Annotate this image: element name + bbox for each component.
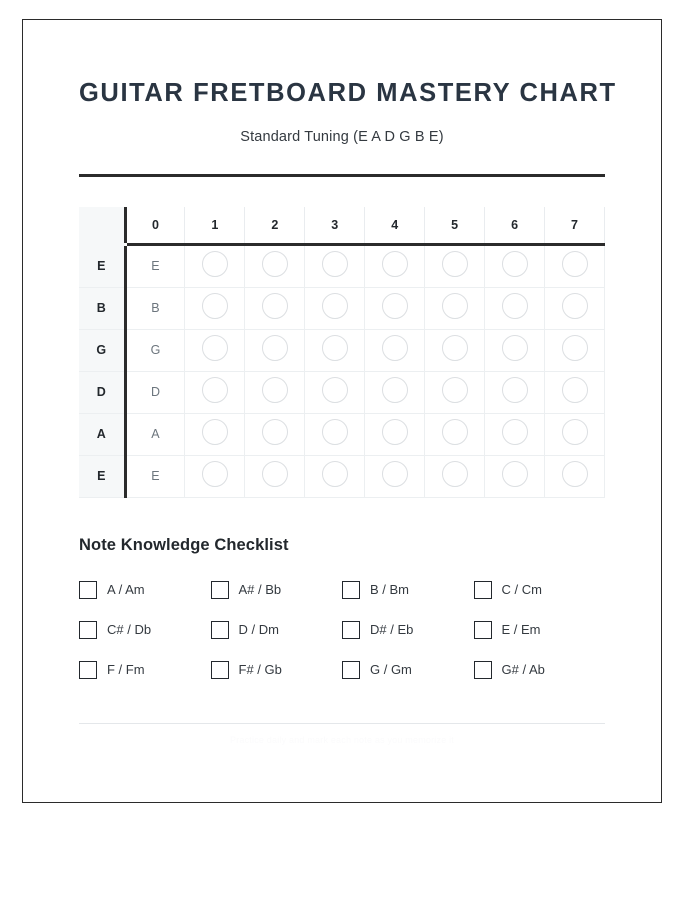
- checklist-item-label: A# / Bb: [238, 582, 282, 598]
- open-note-4: D: [125, 371, 185, 413]
- string-row: [79, 244, 605, 287]
- note-cell[interactable]: [365, 413, 425, 455]
- note-cell[interactable]: [485, 413, 545, 455]
- checklist-item[interactable]: [211, 621, 343, 639]
- checklist-item[interactable]: [211, 581, 343, 599]
- note-circle-icon[interactable]: [382, 335, 408, 361]
- fret-number-row: [79, 207, 605, 245]
- note-circle-icon[interactable]: [502, 335, 528, 361]
- checklist-item-label: C# / Db: [107, 622, 152, 638]
- checklist-grid: [79, 581, 605, 679]
- checklist-item[interactable]: [211, 661, 343, 679]
- string-label-5: A: [79, 413, 125, 455]
- note-cell[interactable]: [365, 371, 425, 413]
- note-circle-icon[interactable]: [322, 251, 348, 277]
- fretboard-header: [79, 207, 605, 245]
- checkbox-icon[interactable]: [474, 621, 492, 639]
- note-cell[interactable]: [485, 287, 545, 329]
- note-circle-icon[interactable]: [442, 419, 468, 445]
- note-circle-icon[interactable]: [562, 377, 588, 403]
- note-cell[interactable]: [185, 455, 245, 497]
- fret-number-7: 7: [545, 207, 605, 245]
- note-cell[interactable]: [365, 287, 425, 329]
- note-circle-icon[interactable]: [202, 251, 228, 277]
- fretboard-body: [79, 244, 605, 497]
- note-circle-icon[interactable]: [562, 335, 588, 361]
- fret-number-0: 0: [125, 207, 185, 245]
- note-circle-icon[interactable]: [262, 419, 288, 445]
- note-cell[interactable]: [425, 287, 485, 329]
- note-circle-icon[interactable]: [262, 293, 288, 319]
- checklist-item-label: G / Gm: [370, 662, 412, 678]
- checkbox-icon[interactable]: [474, 661, 492, 679]
- note-cell[interactable]: [485, 455, 545, 497]
- note-circle-icon[interactable]: [502, 251, 528, 277]
- note-cell[interactable]: [485, 329, 545, 371]
- checkbox-icon[interactable]: [211, 621, 229, 639]
- checklist-item[interactable]: [474, 661, 606, 679]
- note-cell[interactable]: [425, 455, 485, 497]
- checkbox-icon[interactable]: [342, 581, 360, 599]
- page-title: GUITAR FRETBOARD MASTERY CHART: [79, 79, 617, 107]
- checklist-item[interactable]: [79, 621, 211, 639]
- note-cell[interactable]: [245, 244, 305, 287]
- note-cell[interactable]: [545, 413, 605, 455]
- checkbox-icon[interactable]: [79, 581, 97, 599]
- page-sheet: [22, 19, 662, 803]
- note-circle-icon[interactable]: [502, 461, 528, 487]
- checklist-item-label: D# / Eb: [370, 622, 414, 638]
- string-row: [79, 287, 605, 329]
- note-circle-icon[interactable]: [322, 293, 348, 319]
- note-circle-icon[interactable]: [382, 251, 408, 277]
- note-circle-icon[interactable]: [202, 461, 228, 487]
- note-cell[interactable]: [245, 329, 305, 371]
- note-cell[interactable]: [305, 371, 365, 413]
- checklist-item-label: C / Cm: [501, 582, 542, 598]
- note-cell[interactable]: [185, 329, 245, 371]
- checkbox-icon[interactable]: [79, 621, 97, 639]
- note-circle-icon[interactable]: [502, 293, 528, 319]
- checklist-heading: Note Knowledge Checklist: [79, 535, 289, 554]
- fret-number-3: 3: [305, 207, 365, 245]
- note-cell[interactable]: [185, 413, 245, 455]
- checklist-item[interactable]: [342, 621, 474, 639]
- string-label-1: E: [79, 244, 125, 287]
- string-row: [79, 455, 605, 497]
- checkbox-icon[interactable]: [211, 661, 229, 679]
- note-circle-icon[interactable]: [442, 293, 468, 319]
- note-cell[interactable]: [545, 329, 605, 371]
- checkbox-icon[interactable]: [79, 661, 97, 679]
- note-cell[interactable]: [185, 371, 245, 413]
- note-circle-icon[interactable]: [322, 377, 348, 403]
- note-cell[interactable]: [245, 371, 305, 413]
- note-cell[interactable]: [365, 455, 425, 497]
- note-circle-icon[interactable]: [442, 377, 468, 403]
- checklist-item[interactable]: [342, 661, 474, 679]
- checklist-item[interactable]: [79, 661, 211, 679]
- fretboard-table: [79, 207, 605, 498]
- note-cell[interactable]: [185, 244, 245, 287]
- note-circle-icon[interactable]: [442, 461, 468, 487]
- fretboard-section: [79, 207, 605, 498]
- note-cell[interactable]: [545, 455, 605, 497]
- checkbox-icon[interactable]: [474, 581, 492, 599]
- checklist-item[interactable]: [342, 581, 474, 599]
- note-circle-icon[interactable]: [382, 377, 408, 403]
- note-circle-icon[interactable]: [262, 377, 288, 403]
- fret-number-2: 2: [245, 207, 305, 245]
- note-circle-icon[interactable]: [262, 335, 288, 361]
- note-circle-icon[interactable]: [562, 293, 588, 319]
- fret-number-1: 1: [185, 207, 245, 245]
- note-circle-icon[interactable]: [322, 461, 348, 487]
- checklist-item-label: A / Am: [107, 582, 145, 598]
- note-circle-icon[interactable]: [322, 419, 348, 445]
- note-cell[interactable]: [545, 287, 605, 329]
- note-cell[interactable]: [425, 371, 485, 413]
- note-circle-icon[interactable]: [202, 419, 228, 445]
- note-cell[interactable]: [305, 455, 365, 497]
- note-circle-icon[interactable]: [562, 419, 588, 445]
- checklist-item-label: F / Fm: [107, 662, 145, 678]
- note-circle-icon[interactable]: [382, 419, 408, 445]
- note-circle-icon[interactable]: [262, 461, 288, 487]
- note-cell[interactable]: [545, 244, 605, 287]
- note-circle-icon[interactable]: [202, 293, 228, 319]
- string-label-4: D: [79, 371, 125, 413]
- note-cell[interactable]: [185, 287, 245, 329]
- checklist-item-label: D / Dm: [238, 622, 279, 638]
- open-note-2: B: [125, 287, 185, 329]
- note-cell[interactable]: [245, 287, 305, 329]
- note-cell[interactable]: [305, 329, 365, 371]
- checkbox-icon[interactable]: [211, 581, 229, 599]
- note-cell[interactable]: [305, 244, 365, 287]
- fret-number-4: 4: [365, 207, 425, 245]
- string-row: [79, 371, 605, 413]
- note-circle-icon[interactable]: [202, 377, 228, 403]
- open-note-3: G: [125, 329, 185, 371]
- checklist-item-label: E / Em: [501, 622, 541, 638]
- open-note-6: E: [125, 455, 185, 497]
- open-note-1: E: [125, 244, 185, 287]
- checklist-section: [79, 536, 605, 679]
- note-cell[interactable]: [245, 455, 305, 497]
- footer-note: Practice daily and mark each note as you memorize it: [230, 734, 454, 745]
- note-cell[interactable]: [365, 244, 425, 287]
- note-cell[interactable]: [545, 371, 605, 413]
- checkbox-icon[interactable]: [342, 661, 360, 679]
- checkbox-icon[interactable]: [342, 621, 360, 639]
- note-cell[interactable]: [305, 287, 365, 329]
- footer-divider: [79, 723, 605, 724]
- note-cell[interactable]: [305, 413, 365, 455]
- note-circle-icon[interactable]: [262, 251, 288, 277]
- note-circle-icon[interactable]: [382, 293, 408, 319]
- note-circle-icon[interactable]: [502, 419, 528, 445]
- fretboard-corner-cell: [79, 207, 125, 245]
- checklist-item[interactable]: [474, 581, 606, 599]
- note-circle-icon[interactable]: [202, 335, 228, 361]
- checklist-item-label: G# / Ab: [501, 662, 545, 678]
- note-cell[interactable]: [425, 413, 485, 455]
- note-cell[interactable]: [365, 329, 425, 371]
- note-circle-icon[interactable]: [502, 377, 528, 403]
- checklist-item-label: F# / Gb: [238, 662, 282, 678]
- note-cell[interactable]: [485, 244, 545, 287]
- note-cell[interactable]: [425, 244, 485, 287]
- note-circle-icon[interactable]: [442, 335, 468, 361]
- string-row: [79, 413, 605, 455]
- checklist-item[interactable]: [474, 621, 606, 639]
- string-row: [79, 329, 605, 371]
- note-circle-icon[interactable]: [562, 251, 588, 277]
- string-label-6: E: [79, 455, 125, 497]
- note-circle-icon[interactable]: [442, 251, 468, 277]
- note-cell[interactable]: [425, 329, 485, 371]
- open-note-5: A: [125, 413, 185, 455]
- note-cell[interactable]: [485, 371, 545, 413]
- fret-number-5: 5: [425, 207, 485, 245]
- title-divider: [79, 174, 605, 177]
- string-label-2: B: [79, 287, 125, 329]
- note-circle-icon[interactable]: [322, 335, 348, 361]
- checklist-item[interactable]: [79, 581, 211, 599]
- page-content: [23, 20, 661, 802]
- page-subtitle: Standard Tuning (E A D G B E): [240, 128, 444, 145]
- fret-number-6: 6: [485, 207, 545, 245]
- string-label-3: G: [79, 329, 125, 371]
- note-cell[interactable]: [245, 413, 305, 455]
- note-circle-icon[interactable]: [382, 461, 408, 487]
- checklist-item-label: B / Bm: [370, 582, 410, 598]
- note-circle-icon[interactable]: [562, 461, 588, 487]
